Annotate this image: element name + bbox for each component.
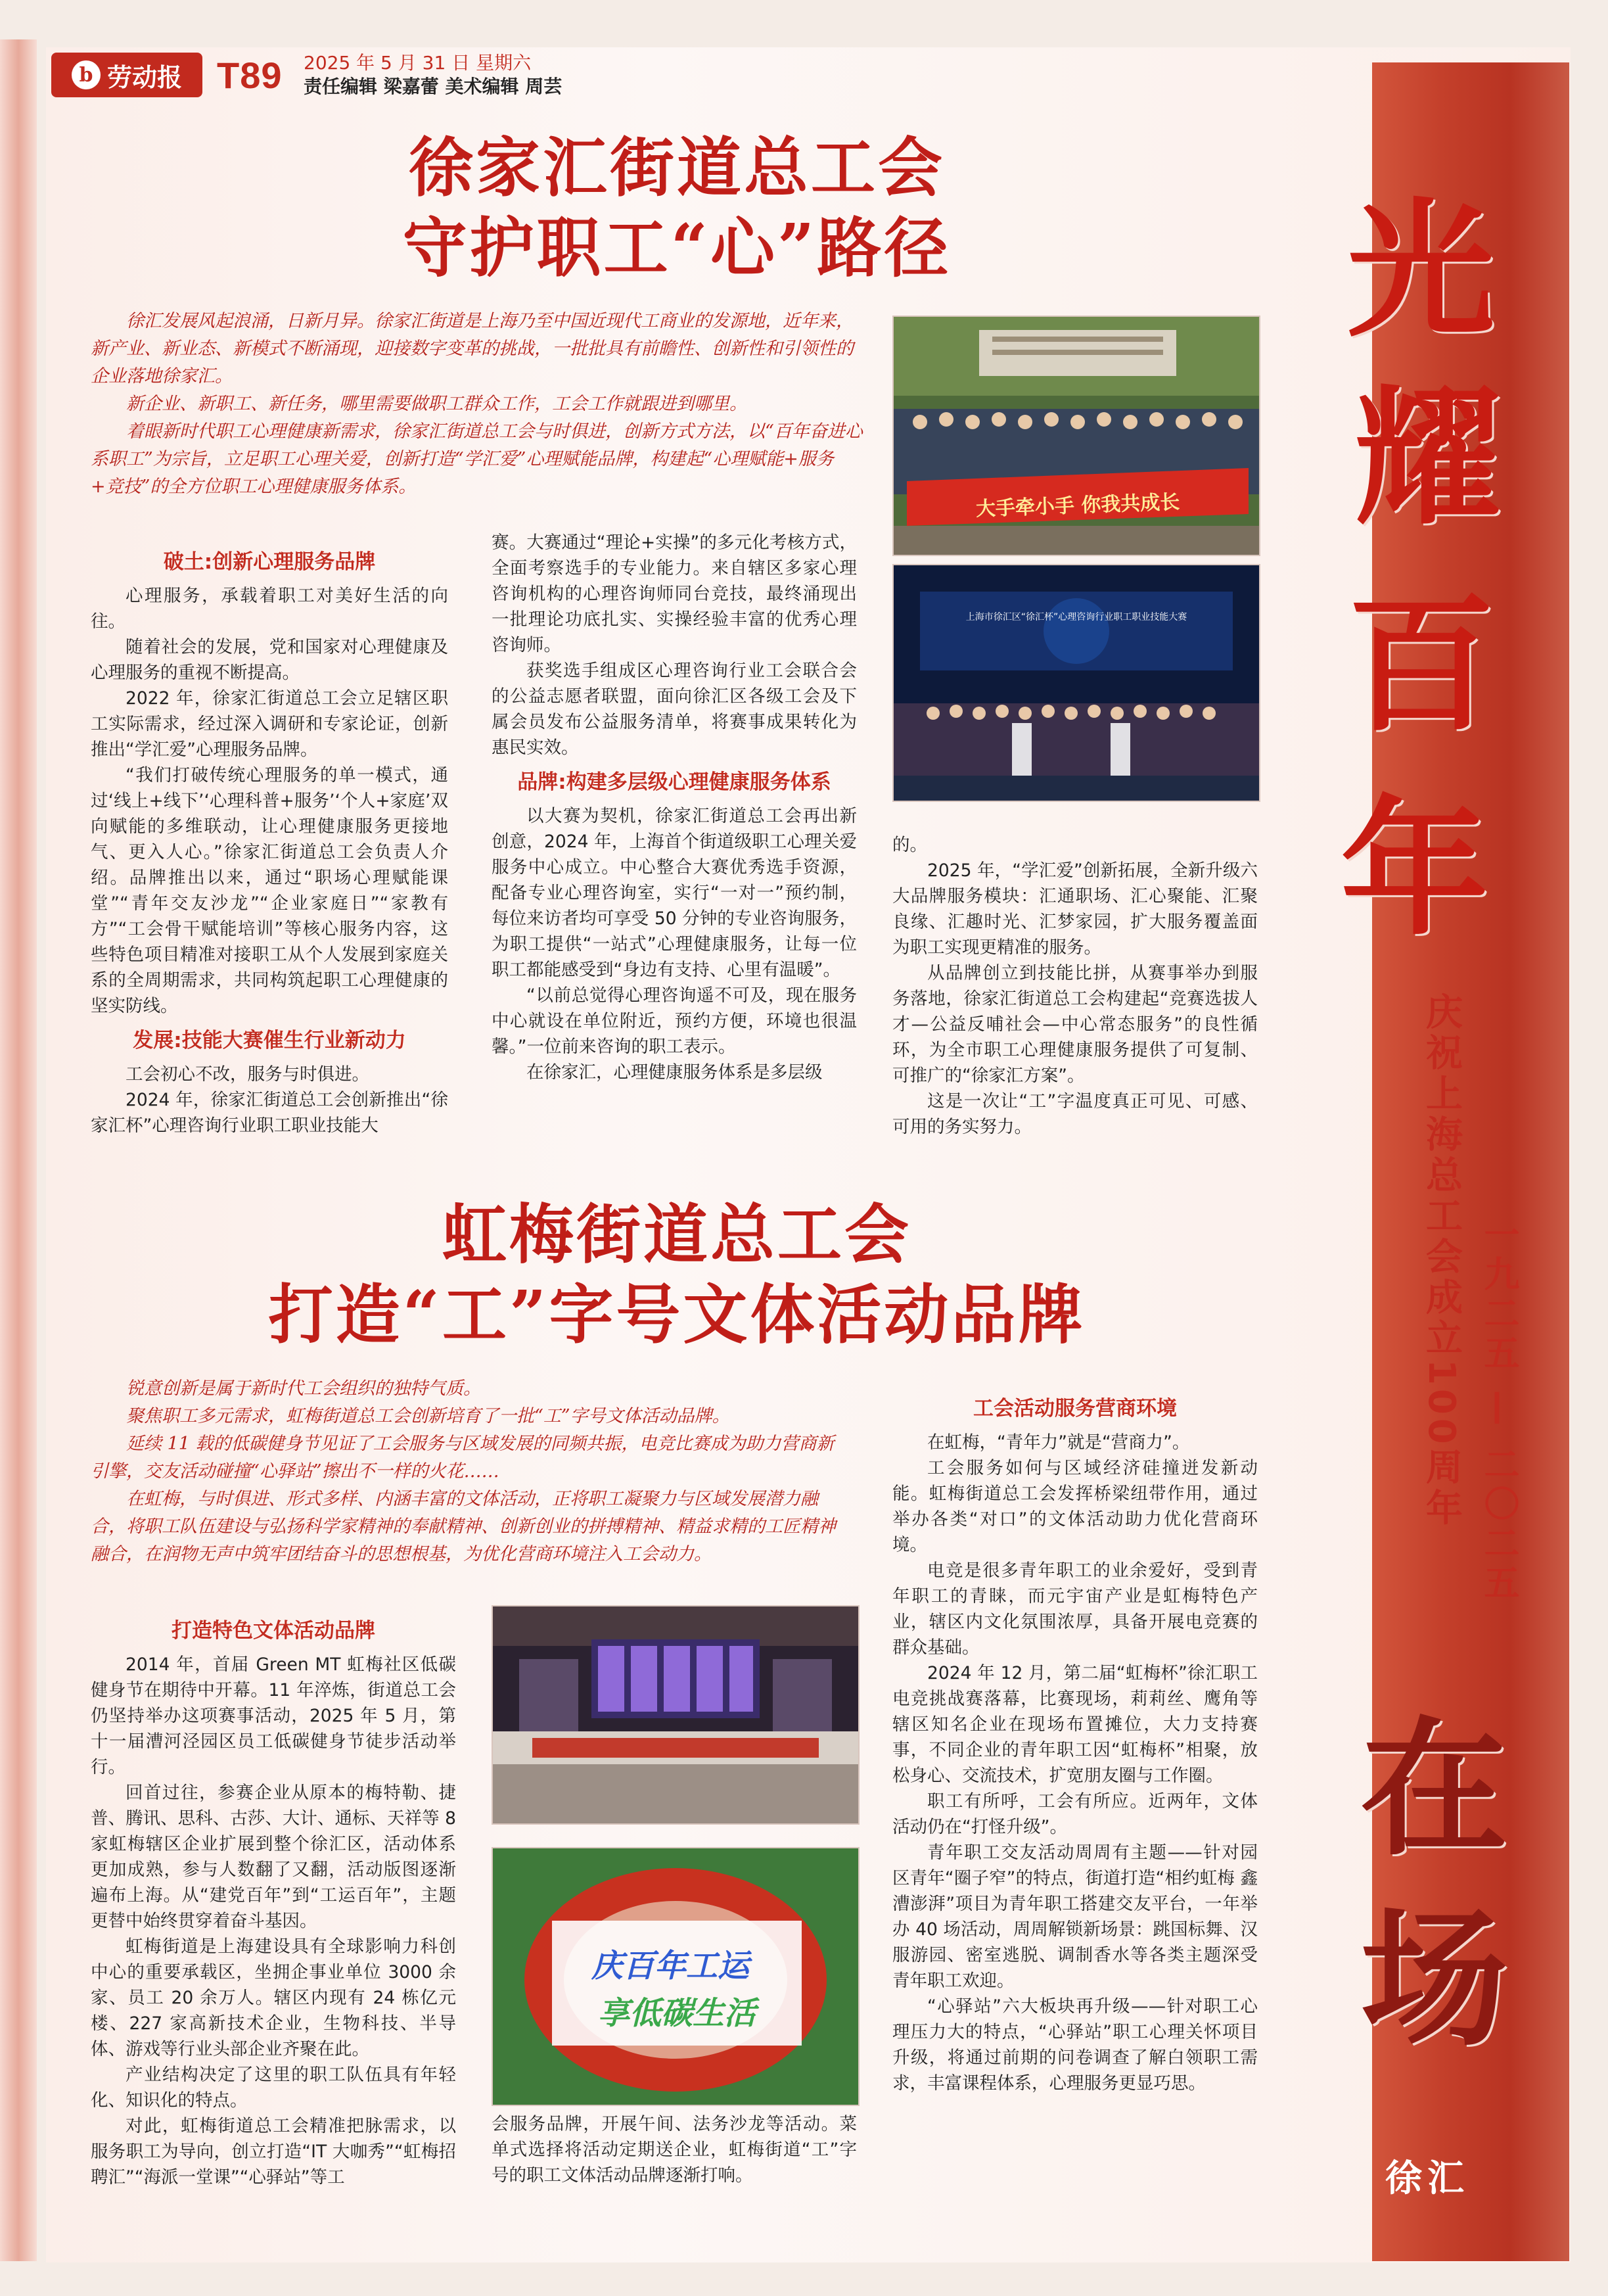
article1-subheading-1: 破土:创新心理服务品牌 — [163, 550, 376, 574]
stage-photo-image — [894, 565, 1259, 801]
side-char-bai: 百 — [1347, 578, 1495, 752]
article2-column-2 — [492, 2111, 857, 2188]
body-paragraph: “以前总觉得心理咨询遥不可及，现在服务中心就设在单位附近，预约方便，环境也很温馨。”一位前来咨询的职工表示。 — [492, 985, 857, 1057]
page-number: T89 — [217, 55, 283, 96]
side-subtitle-vertical: 庆祝上海总工会成立100周年 — [1420, 993, 1463, 1530]
intro-paragraph: 新企业、新职工、新任务，哪里需要做职工群众工作，工会工作就跟进到哪里。 — [126, 394, 747, 414]
body-paragraph: 以大赛为契机，徐家汇街道总工会再出新创意，2024 年，上海首个街道级职工心理关爱服务中心成立。中心整合大赛优秀选手资源，配备专业心理咨询室，实行“一对一”预约制，每位来访者均可享受 50 分钟的专业咨询服务，为职工提供“一站式”心理健康服务，让每一位职工都能感受到“身边有支持、心里有温暖”。 — [492, 806, 857, 980]
body-paragraph: 2024 年 12 月，第二届“虹梅杯”徐汇职工电竞挑战赛落幕，比赛现场，莉莉丝、鹰角等辖区知名企业在现场布置摊位，大力支持赛事，不同企业的青年职工因“虹梅杯”相聚，放松身心、交流技术，扩宽朋友圈与工作圈。 — [892, 1663, 1258, 1786]
article2-intro — [91, 1375, 846, 1568]
esports-photo-image — [493, 1606, 858, 1823]
article1-intro — [91, 308, 866, 501]
article2-column-3 — [892, 1387, 1258, 2096]
article1-headline-line1: 徐家汇街道总工会 — [408, 130, 945, 206]
body-paragraph: 心理服务，承载着职工对美好生活的向往。 — [91, 586, 448, 632]
article2-headline-line2: 打造“工”字号文体活动品牌 — [268, 1277, 1086, 1353]
side-char-zai: 在 — [1360, 1702, 1508, 1876]
article2-headline-line1: 虹梅街道总工会 — [442, 1197, 911, 1273]
logo-text: 劳动报 — [106, 62, 182, 92]
body-paragraph: 虹梅街道是上海建设具有全球影响力科创中心的重要承载区，坐拥企事业单位 3000 余家、员工 20 余万人。辖区内现有 24 栋亿元楼、227 家高新技术企业，生物科技、半导体、游戏等行业头部企业齐聚在此。 — [91, 1936, 456, 2059]
logo-b-icon: b — [72, 60, 101, 89]
body-paragraph: 的。 — [892, 835, 927, 855]
left-decor-stripe — [0, 39, 37, 2261]
intro-paragraph: 着眼新时代职工心理健康新需求，徐家汇街道总工会与时俱进，创新方式方法，以“百年奋进心系职工”为宗旨，立足职工心理关爱，创新打造“学汇爱”心理赋能品牌，构建起“心理赋能+服务+竞技”的全方位职工心理健康服务体系。 — [91, 421, 863, 497]
district-name: 徐汇 — [1385, 2157, 1469, 2200]
intro-paragraph: 在虹梅，与时俱进、形式多样、内涵丰富的文体活动，正将职工凝聚力与区域发展潜力融合，将职工队伍建设与弘扬科学家精神的奉献精神、创新创业的拼搏精神、精益求精的工匠精神融合，在润物无声中筑牢团结奋斗的思想根基，为优化营商环境注入工会动力。 — [91, 1489, 836, 1564]
side-char-guang: 光 — [1347, 184, 1495, 358]
photo4-text-2: 享低碳生活 — [598, 1995, 756, 2032]
body-paragraph: 在虹梅，“青年力”就是“营商力”。 — [927, 1432, 1190, 1453]
article1-subheading-3: 品牌:构建多层级心理健康服务体系 — [517, 770, 831, 794]
body-paragraph: 这是一次让“工”字温度真正可见、可感、可用的务实努力。 — [892, 1091, 1258, 1137]
side-char-yao: 耀 — [1354, 371, 1502, 545]
body-paragraph: 产业结构决定了这里的职工队伍具有年轻化、知识化的特点。 — [91, 2065, 456, 2111]
intro-paragraph: 徐汇发展风起浪涌，日新月异。徐家汇街道是上海乃至中国近现代工商业的发源地，近年来，新产业、新业态、新模式不断涌现，迎接数字变革的挑战，一批批具有前瞻性、创新性和引领性的企业落地徐家汇。 — [91, 311, 854, 387]
body-paragraph: 青年职工交友活动周周有主题——针对园区青年“圈子窄”的特点，街道打造“相约虹梅 鑫漕澎湃”项目为青年职工搭建交友平台，一年举办 40 场活动，周周解锁新场景：跳国标舞、汉服游园、密室逃脱、调制香水等各类主题深受青年职工欢迎。 — [892, 1842, 1258, 1991]
photo2-banner-text: 上海市徐汇区“徐汇杯”心理咨询行业职工职业技能大赛 — [965, 612, 1187, 622]
body-paragraph: 在徐家汇，心理健康服务体系是多层级 — [526, 1062, 823, 1083]
body-paragraph: 2014 年，首届 Green MT 虹梅社区低碳健身节在期待中开幕。11 年淬炼，街道总工会仍坚持举办这项赛事活动，2025 年 5 月，第十一届漕河泾园区员工低碳健身节徒步活动举行。 — [91, 1654, 456, 1777]
article1-column-2 — [492, 530, 857, 1085]
article2-subheading-1: 打造特色文体活动品牌 — [172, 1619, 375, 1643]
body-paragraph: 2022 年，徐家汇街道总工会立足辖区职工实际需求，经过深入调研和专家论证，创新推出“学汇爱”心理服务品牌。 — [91, 688, 448, 760]
side-years-vertical: 一九二五 — 二〇二五 — [1479, 1216, 1520, 1604]
body-paragraph: 工会服务如何与区域经济硅撞迸发新动能。虹梅街道总工会发挥桥梁纽带作用，通过举办各类“对口”的文体活动助力优化营商环境。 — [892, 1458, 1258, 1555]
body-paragraph: 从品牌创立到技能比拼，从赛事举办到服务落地，徐家汇街道总工会构建起“竞赛选拔人才—公益反哺社会—中心常态服务”的良性循环，为全市职工心理健康服务提供了可复制、可推广的“徐家汇方案”。 — [892, 963, 1258, 1086]
newspaper-logo — [51, 53, 202, 97]
body-paragraph: 对此，虹梅街道总工会精准把脉需求，以服务职工为导向，创立打造“IT 大咖秀”“虹梅招聘汇”“海派一堂课”“心驿站”等工 — [91, 2116, 456, 2188]
article1-headline-line2: 守护职工“心”路径 — [402, 210, 952, 286]
body-paragraph: 会服务品牌，开展午间、法务沙龙等活动。菜单式选择将活动定期送企业，虹梅街道“工”字号的职工文体活动品牌逐渐打响。 — [492, 2114, 857, 2186]
body-paragraph: “我们打破传统心理服务的单一模式，通过‘线上+线下’‘心理科普+服务’‘个人+家庭’双向赋能的多维联动，让心理健康服务更接地气、更入人心。”徐家汇街道总工会负责人介绍。品牌推出以来，通过“职场心理赋能课堂”“青年交友沙龙”“企业家庭日”“家教有方”“工会骨干赋能培训”等核心服务内容，这些特色项目精准对接职工从个人发展到家庭关系的全周期需求，共同构筑起职工心理健康的坚实防线。 — [91, 765, 448, 1016]
body-paragraph: 2024 年，徐家汇街道总工会创新推出“徐家汇杯”心理咨询行业职工职业技能大 — [91, 1090, 448, 1136]
article1-column-1 — [91, 540, 448, 1138]
editor-credits: 责任编辑 梁嘉蕾 美术编辑 周芸 — [304, 76, 563, 97]
body-paragraph: 2025 年，“学汇爱”创新拓展，全新升级六大品牌服务模块：汇通职场、汇心聚能、汇聚良缘、汇趣时光、汇梦家园，扩大服务覆盖面为职工实现更精准的服务。 — [892, 860, 1258, 958]
body-paragraph: 获奖选手组成区心理咨询行业工会联合会的公益志愿者联盟，面向徐汇区各级工会及下属会员发布公益服务清单，将赛事成果转化为惠民实效。 — [492, 661, 857, 758]
body-paragraph: 电竞是很多青年职工的业余爱好，受到青年职工的青睐，而元宇宙产业是虹梅特色产业，辖区内文化氛围浓厚，具备开展电竞赛的群众基础。 — [892, 1560, 1258, 1658]
article1-subheading-2: 发展:技能大赛催生行业新动力 — [133, 1029, 406, 1052]
article2-photo-esports — [492, 1605, 860, 1825]
side-char-nian: 年 — [1341, 782, 1488, 956]
article1-photo-stage-group — [892, 564, 1260, 802]
article1-photo-group-outdoor — [892, 316, 1260, 556]
article2-subheading-2: 工会活动服务营商环境 — [973, 1397, 1177, 1420]
side-char-chang: 场 — [1360, 1893, 1508, 2067]
body-paragraph: 随着社会的发展，党和国家对心理健康及心理服务的重视不断提高。 — [91, 637, 448, 683]
article1-column-3 — [892, 832, 1258, 1140]
body-paragraph: “心驿站”六大板块再升级——针对职工心理压力大的特点，“心驿站”职工心理关怀项目升级，将通过前期的问卷调查了解白领职工需求，丰富课程体系，心理服务更显巧思。 — [892, 1996, 1258, 2094]
body-paragraph: 赛。大赛通过“理论+实操”的多元化考核方式，全面考察选手的专业能力。来自辖区多家心理咨询机构的心理咨询师同台竞技，最终涌现出一批理论功底扎实、实操经验丰富的优秀心理咨询师。 — [492, 532, 857, 655]
masthead-meta — [304, 51, 562, 99]
body-paragraph: 回首过往，参赛企业从原本的梅特勒、捷普、腾讯、思科、古莎、大计、通标、天祥等 8 家虹梅辖区企业扩展到整个徐汇区，活动体系更加成熟，参与人数翻了又翻，活动版图逐渐遍布上海。从“建党百年”到“工运百年”，主题更替中始终贯穿着奋斗基因。 — [91, 1783, 456, 1931]
photo1-banner-text: 大手牵小手 你我共成长 — [975, 490, 1180, 521]
intro-paragraph: 延续 11 载的低碳健身节见证了工会服务与区域发展的同频共振，电竞比赛成为助力营商新引擎，交友活动碰撞“心驿站”擦出不一样的火花…… — [91, 1434, 835, 1482]
photo4-text-1: 庆百年工运 — [591, 1948, 750, 1984]
intro-paragraph: 锐意创新是属于新时代工会组织的独特气质。 — [126, 1378, 481, 1399]
body-paragraph: 职工有所呼，工会有所应。近两年，文体活动仍在“打怪升级”。 — [892, 1791, 1258, 1837]
intro-paragraph: 聚焦职工多元需求，虹梅街道总工会创新培育了一批“工”字号文体活动品牌。 — [126, 1406, 730, 1426]
article2-column-1 — [91, 1609, 456, 2190]
article2-headline — [184, 1195, 1170, 1355]
article2-photo-aerial-crowd — [492, 1847, 860, 2106]
body-paragraph: 工会初心不改，服务与时俱进。 — [126, 1064, 369, 1085]
issue-date: 2025 年 5 月 31 日 星期六 — [304, 52, 532, 74]
article1-headline — [250, 128, 1104, 289]
